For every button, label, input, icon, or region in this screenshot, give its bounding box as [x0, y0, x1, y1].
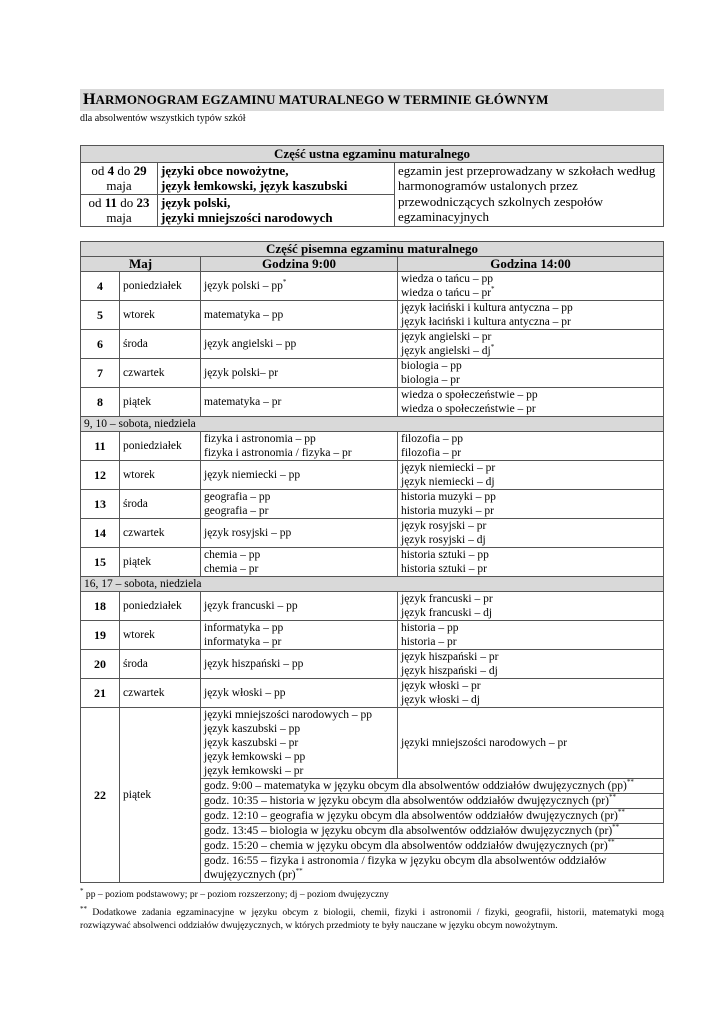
- bilingual-exam-text: godz. 13:45 – biologia w języku obcym dla absolwentów oddziałów dwujęzycznych (pr): [204, 824, 613, 837]
- morning-exams: [201, 358, 398, 387]
- subject-line: wiedza o tańcu – pp: [401, 272, 493, 285]
- subject-line: język włoski – dj: [401, 693, 480, 706]
- morning-exams: [201, 489, 398, 518]
- morning-exams: [201, 591, 398, 620]
- weekday: poniedziałek: [120, 431, 201, 460]
- subject-line: język niemiecki – pp: [204, 468, 301, 481]
- morning-exams: [201, 460, 398, 489]
- footnote-marker: **: [607, 837, 615, 846]
- subject-line: język francuski – pp: [204, 599, 298, 612]
- weekday: czwartek: [120, 678, 201, 707]
- bilingual-exam: [201, 808, 664, 823]
- subject-line: język łemkowski – pp: [204, 750, 306, 763]
- footnote-bilingual: ** Dodatkowe zadania egzaminacyjne w języku obcym z biologii, chemii, fizyki i astronomii / fizyki, geografii, historii, matematyki mogą rozwiązywać absolwenci oddziałów dwujęzycznych, w których przedmioty te były nauczane w języku obcym nowożytnym.: [80, 904, 664, 931]
- table-row: [81, 620, 664, 649]
- subject-line: język włoski – pp: [204, 686, 286, 699]
- afternoon-exams: [398, 707, 664, 778]
- subject-line: język łaciński i kultura antyczna – pr: [401, 315, 571, 328]
- subject-line: język łemkowski – pr: [204, 764, 304, 777]
- subject-line: historia – pr: [401, 635, 457, 648]
- day-number: 6: [81, 329, 120, 358]
- afternoon-exams: [398, 431, 664, 460]
- afternoon-exams: [398, 271, 664, 300]
- oral-subjects-2: język polski, języki mniejszości narodowych: [158, 194, 395, 226]
- table-row: [81, 358, 664, 387]
- weekend-label: 16, 17 – sobota, niedziela: [81, 576, 664, 591]
- subject-line: matematyka – pp: [204, 308, 284, 321]
- day-number: 19: [81, 620, 120, 649]
- subject-line: biologia – pr: [401, 373, 460, 386]
- day-number: 5: [81, 300, 120, 329]
- morning-exams: [201, 329, 398, 358]
- page-title: HARMONOGRAM EGZAMINU MATURALNEGO W TERMINIE GŁÓWNYM: [80, 89, 664, 111]
- day-number: 13: [81, 489, 120, 518]
- subject-line: biologia – pp: [401, 359, 462, 372]
- subject-line: informatyka – pr: [204, 635, 282, 648]
- subject-line: język rosyjski – pr: [401, 519, 487, 532]
- morning-exams: [201, 271, 398, 300]
- weekday: piątek: [120, 707, 201, 882]
- subject-line: język angielski – dj*: [401, 342, 495, 357]
- morning-exams: [201, 649, 398, 678]
- table-row: [81, 387, 664, 416]
- subject-line: język kaszubski – pp: [204, 722, 301, 735]
- morning-exams: [201, 518, 398, 547]
- morning-exams: [201, 678, 398, 707]
- table-row: [81, 489, 664, 518]
- bilingual-exam-text: godz. 15:20 – chemia w języku obcym dla absolwentów oddziałów dwujęzycznych (pr): [204, 839, 608, 852]
- weekend-row: [81, 416, 664, 431]
- day-number: 4: [81, 271, 120, 300]
- oral-table-title: Część ustna egzaminu maturalnego: [81, 146, 664, 163]
- afternoon-exams: [398, 300, 664, 329]
- subject-line: język niemiecki – dj: [401, 475, 495, 488]
- day-number: 20: [81, 649, 120, 678]
- bilingual-exam-text: godz. 12:10 – geografia w języku obcym dla absolwentów oddziałów dwujęzycznych (pr): [204, 809, 618, 822]
- table-row: [81, 460, 664, 489]
- subject-line: historia sztuki – pp: [401, 548, 489, 561]
- subject-line: język hiszpański – pp: [204, 657, 304, 670]
- subject-line: chemia – pr: [204, 562, 259, 575]
- afternoon-exams: [398, 518, 664, 547]
- bilingual-exam: [201, 823, 664, 838]
- day-number: 21: [81, 678, 120, 707]
- weekday: czwartek: [120, 358, 201, 387]
- subject-line: fizyka i astronomia / fizyka – pr: [204, 446, 352, 459]
- afternoon-exams: [398, 620, 664, 649]
- morning-exams: [201, 620, 398, 649]
- bilingual-exam: [201, 853, 664, 882]
- morning-exams: [201, 431, 398, 460]
- subject-line: geografia – pr: [204, 504, 269, 517]
- day-number: 7: [81, 358, 120, 387]
- afternoon-exams: [398, 678, 664, 707]
- footnote-marker: **: [626, 777, 634, 786]
- day-number: 18: [81, 591, 120, 620]
- oral-note: egzamin jest przeprowadzany w szkołach według harmonogramów ustalonych przez przewodniczących szkolnych zespołów egzaminacyjnych: [395, 162, 664, 226]
- table-row: [81, 431, 664, 460]
- afternoon-exams: [398, 591, 664, 620]
- table-row: [81, 649, 664, 678]
- table-row: [81, 518, 664, 547]
- weekend-row: [81, 576, 664, 591]
- written-exam-table: [80, 241, 664, 883]
- afternoon-exams: [398, 489, 664, 518]
- subject-line: język angielski – pr: [401, 330, 492, 343]
- footnote-levels: * pp – poziom podstawowy; pr – poziom rozszerzony; dj – poziom dwujęzyczny: [80, 886, 389, 900]
- footnote-marker: **: [612, 822, 620, 831]
- bilingual-exam-text: godz. 9:00 – matematyka w języku obcym dla absolwentów oddziałów dwujęzycznych (pp): [204, 779, 627, 792]
- subject-line: język łaciński i kultura antyczna – pp: [401, 301, 573, 314]
- weekend-label: 9, 10 – sobota, niedziela: [81, 416, 664, 431]
- weekday: wtorek: [120, 460, 201, 489]
- subject-line: język włoski – pr: [401, 679, 481, 692]
- afternoon-exams: [398, 387, 664, 416]
- weekday: piątek: [120, 387, 201, 416]
- table-row: [81, 678, 664, 707]
- morning-exams: [201, 387, 398, 416]
- subject-line: filozofia – pp: [401, 432, 463, 445]
- afternoon-exams: [398, 547, 664, 576]
- subject-line: wiedza o tańcu – pr*: [401, 284, 495, 299]
- day-number: 22: [81, 707, 120, 882]
- subject-line: język francuski – dj: [401, 606, 493, 619]
- column-header-morning: Godzina 9:00: [201, 256, 398, 271]
- footnote-marker: *: [490, 342, 495, 351]
- subject-line: historia sztuki – pr: [401, 562, 487, 575]
- subject-line: filozofia – pr: [401, 446, 462, 459]
- written-table-title: Część pisemna egzaminu maturalnego: [81, 241, 664, 256]
- subject-line: historia muzyki – pr: [401, 504, 494, 517]
- afternoon-exams: [398, 460, 664, 489]
- table-row: [81, 707, 664, 778]
- subject-line: fizyka i astronomia – pp: [204, 432, 316, 445]
- bilingual-exam: [201, 778, 664, 793]
- weekday: środa: [120, 329, 201, 358]
- weekday: środa: [120, 649, 201, 678]
- footnote-marker: **: [295, 866, 303, 875]
- subject-line: język hiszpański – pr: [401, 650, 499, 663]
- column-header-afternoon: Godzina 14:00: [398, 256, 664, 271]
- footnote-marker: *: [282, 277, 287, 286]
- weekday: poniedziałek: [120, 591, 201, 620]
- subject-line: język polski– pr: [204, 366, 279, 379]
- subject-line: język rosyjski – pp: [204, 526, 292, 539]
- oral-subjects-1: języki obce nowożytne, język łemkowski, język kaszubski: [158, 162, 395, 194]
- table-row: [81, 271, 664, 300]
- afternoon-exams: [398, 649, 664, 678]
- morning-exams: [201, 300, 398, 329]
- footnote-marker: *: [491, 284, 495, 293]
- bilingual-exam: [201, 838, 664, 853]
- day-number: 12: [81, 460, 120, 489]
- subject-line: język francuski – pr: [401, 592, 493, 605]
- page-subtitle: dla absolwentów wszystkich typów szkół: [80, 113, 246, 124]
- subject-line: języki mniejszości narodowych – pp: [204, 708, 372, 721]
- table-row: [81, 300, 664, 329]
- afternoon-exams: [398, 358, 664, 387]
- morning-exams: [201, 547, 398, 576]
- table-row: [81, 329, 664, 358]
- day-number: 11: [81, 431, 120, 460]
- column-header-month: Maj: [81, 256, 201, 271]
- day-number: 8: [81, 387, 120, 416]
- table-row: [81, 591, 664, 620]
- morning-exams: [201, 707, 398, 778]
- subject-line: język kaszubski – pr: [204, 736, 299, 749]
- oral-exam-table: [80, 145, 664, 227]
- oral-date-2: od 11 do 23 maja: [81, 194, 158, 226]
- subject-line: język niemiecki – pr: [401, 461, 496, 474]
- subject-line: język angielski – pp: [204, 337, 297, 350]
- subject-line: historia muzyki – pp: [401, 490, 496, 503]
- weekday: piątek: [120, 547, 201, 576]
- footnotes: [80, 886, 664, 933]
- subject-line: język polski – pp*: [204, 277, 287, 292]
- footnote-marker: **: [608, 792, 616, 801]
- weekday: poniedziałek: [120, 271, 201, 300]
- subject-line: historia – pp: [401, 621, 459, 634]
- bilingual-exam-text: godz. 10:35 – historia w języku obcym dla absolwentów oddziałów dwujęzycznych (pr): [204, 794, 609, 807]
- subject-line: matematyka – pr: [204, 395, 282, 408]
- afternoon-exams: [398, 329, 664, 358]
- weekday: czwartek: [120, 518, 201, 547]
- subject-line: wiedza o społeczeństwie – pp: [401, 388, 538, 401]
- subject-line: język rosyjski – dj: [401, 533, 486, 546]
- weekday: wtorek: [120, 620, 201, 649]
- subject-line: chemia – pp: [204, 548, 261, 561]
- footnote-marker: **: [617, 807, 625, 816]
- table-row: [81, 547, 664, 576]
- weekday: wtorek: [120, 300, 201, 329]
- subject-line: język hiszpański – dj: [401, 664, 498, 677]
- oral-date-1: od 4 do 29 maja: [81, 162, 158, 194]
- day-number: 15: [81, 547, 120, 576]
- document-page: [80, 89, 664, 938]
- weekday: środa: [120, 489, 201, 518]
- subject-line: wiedza o społeczeństwie – pr: [401, 402, 536, 415]
- bilingual-exam-text: godz. 16:55 – fizyka i astronomia / fizyka w języku obcym dla absolwentów oddziałów dwujęzycznych (pr): [204, 854, 607, 881]
- day-number: 14: [81, 518, 120, 547]
- subject-line: informatyka – pp: [204, 621, 284, 634]
- bilingual-exam: [201, 793, 664, 808]
- subject-line: języki mniejszości narodowych – pr: [401, 736, 568, 749]
- subject-line: geografia – pp: [204, 490, 271, 503]
